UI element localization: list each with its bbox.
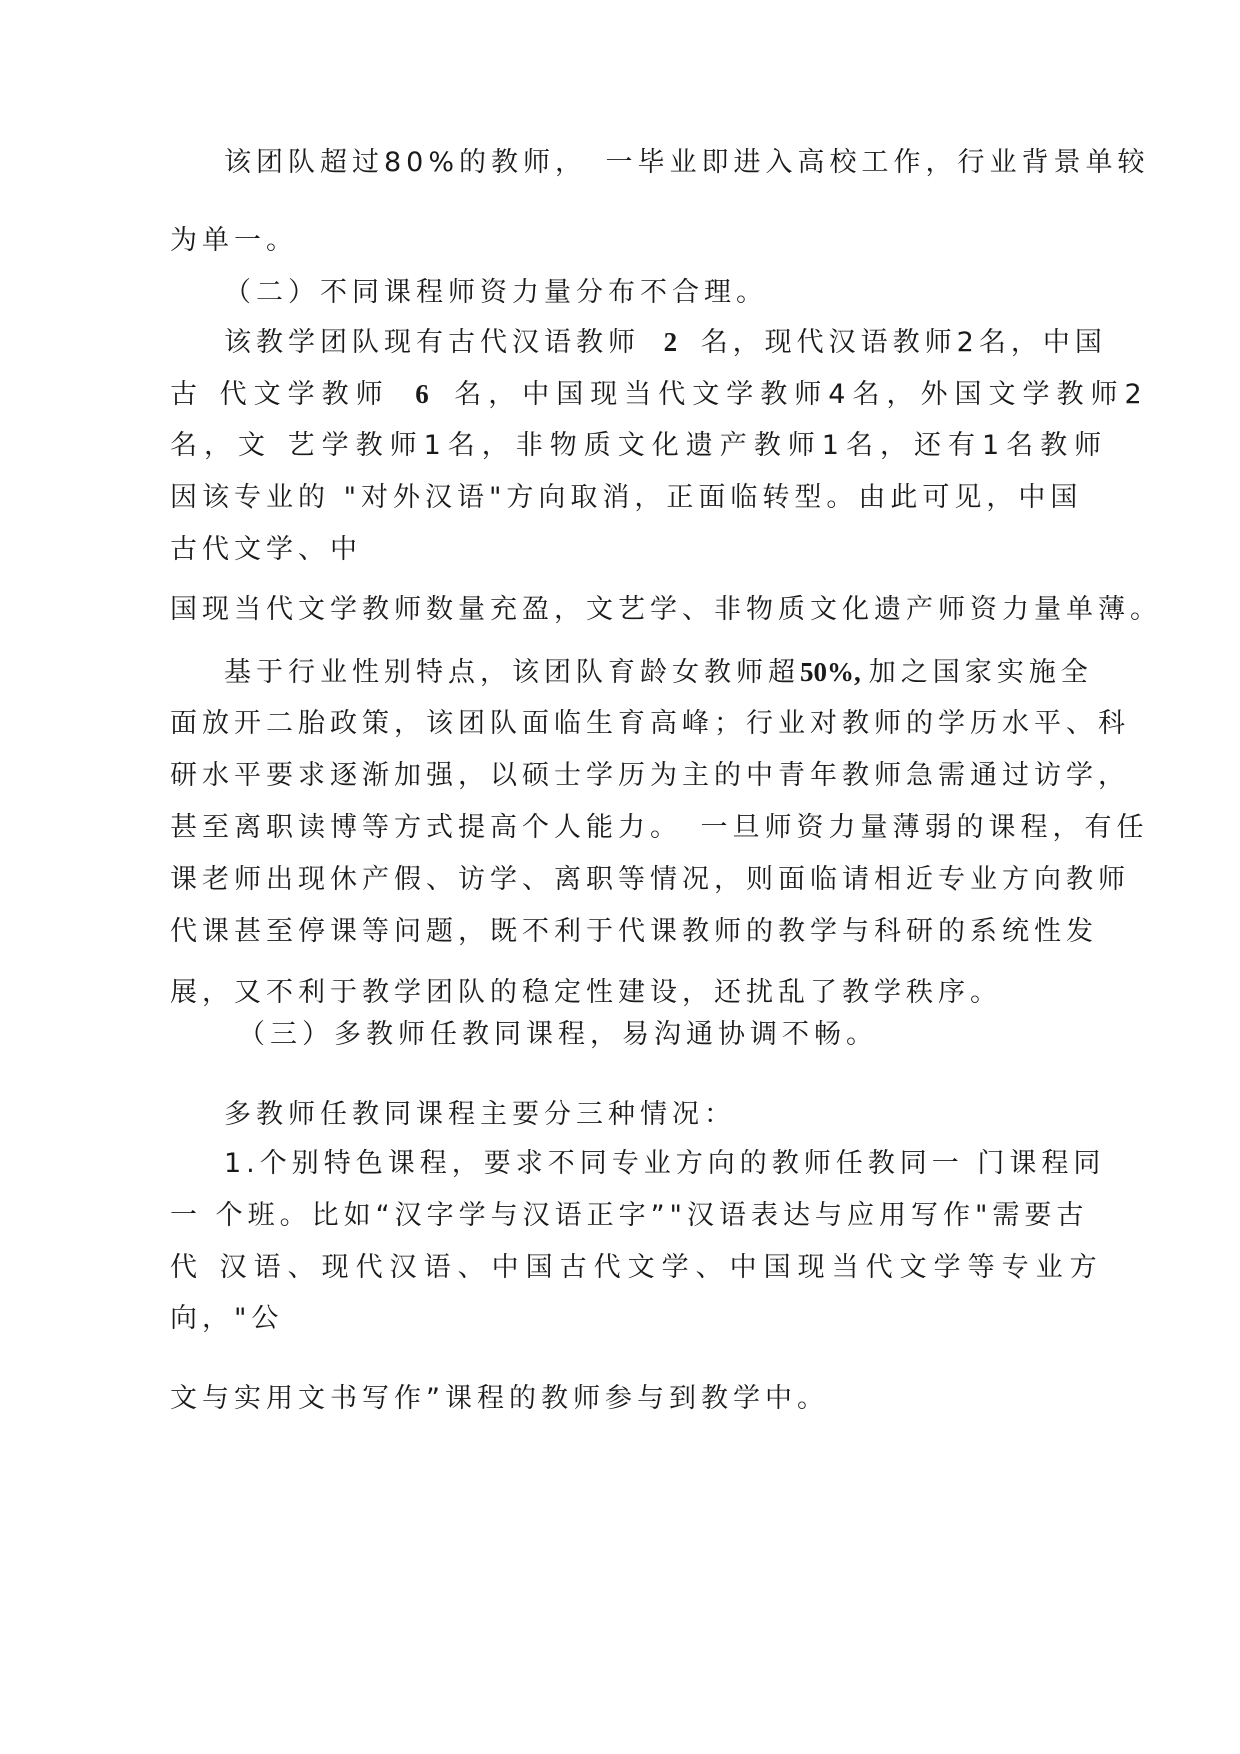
- paragraph-3-line-1: [224, 655, 1093, 690]
- paragraph-2-line-2: [170, 377, 1149, 412]
- paragraph-3-line-7: 展，又不利于教学团队的稳定性建设，还扰乱了教学秩序。: [170, 977, 1002, 1008]
- paragraph-2-line-2-text-b: 名，中国现当代文学教师4名，外国文学教师2: [454, 379, 1149, 410]
- paragraph-5-line-5: 文与实用文书写作”课程的教师参与到教学中。: [170, 1383, 829, 1414]
- paragraph-3-line-5: 课老师出现休产假、访学、离职等情况，则面临请相近专业方向教师: [170, 864, 1130, 895]
- paragraph-3-line-2: 面放开二胎政策，该团队面临生育高峰；行业对教师的学历水平、科: [170, 708, 1130, 739]
- section-heading-3: （三）多教师任教同课程，易沟通协调不畅。: [238, 1019, 878, 1050]
- paragraph-2-line-1-number: 2: [663, 327, 678, 357]
- paragraph-3-line-6: 代课甚至停课等问题，既不利于代课教师的教学与科研的系统性发: [170, 916, 1098, 947]
- paragraph-2-line-2-text-a: 古 代文学教师: [170, 379, 390, 410]
- paragraph-2-line-5: 古代文学、中: [170, 534, 362, 565]
- paragraph-2-line-4: 因该专业的 "对外汉语"方向取消，正面临转型。由此可见，中国: [170, 482, 1083, 513]
- paragraph-1-line-2: 为单一。: [170, 225, 298, 256]
- paragraph-2-line-1: [224, 325, 1107, 360]
- paragraph-5-line-1: 1.个别特色课程，要求不同专业方向的教师任教同一 门课程同: [224, 1148, 1106, 1179]
- paragraph-1-line-1: 该团队超过80%的教师， 一毕业即进入高校工作，行业背景单较: [224, 147, 1150, 178]
- paragraph-5-line-2: 一 个班。比如“汉字学与汉语正字”"汉语表达与应用写作"需要古: [170, 1200, 1089, 1231]
- paragraph-3-line-3: 研水平要求逐渐加强，以硕士学历为主的中青年教师急需通过访学，: [170, 760, 1130, 791]
- paragraph-2-line-2-number: 6: [415, 379, 429, 409]
- paragraph-5-line-3: 代 汉语、现代汉语、中国古代文学、中国现当代文学等专业方: [170, 1252, 1104, 1283]
- paragraph-4-line-1: 多教师任教同课程主要分三种情况：: [224, 1099, 736, 1130]
- paragraph-3-line-4: 甚至离职读博等方式提高个人能力。 一旦师资力量薄弱的课程，有任: [170, 812, 1149, 843]
- paragraph-3-line-1-text-a: 基于行业性别特点，该团队育龄女教师超: [224, 657, 800, 688]
- section-heading-2: （二）不同课程师资力量分布不合理。: [224, 277, 768, 308]
- paragraph-2-line-1-text-a: 该教学团队现有古代汉语教师: [224, 327, 640, 358]
- paragraph-2-line-6: 国现当代文学教师数量充盈，文艺学、非物质文化遗产师资力量单薄。: [170, 594, 1162, 625]
- paragraph-2-line-1-text-b: 名，现代汉语教师2名，中国: [700, 327, 1107, 358]
- paragraph-2-line-3: 名，文 艺学教师1名，非物质文化遗产教师1名，还有1名教师: [170, 430, 1109, 461]
- paragraph-5-line-4: 向，"公: [170, 1303, 284, 1334]
- paragraph-3-line-1-text-b: 加之国家实施全: [868, 657, 1093, 688]
- paragraph-3-line-1-percent: 50%,: [800, 657, 861, 687]
